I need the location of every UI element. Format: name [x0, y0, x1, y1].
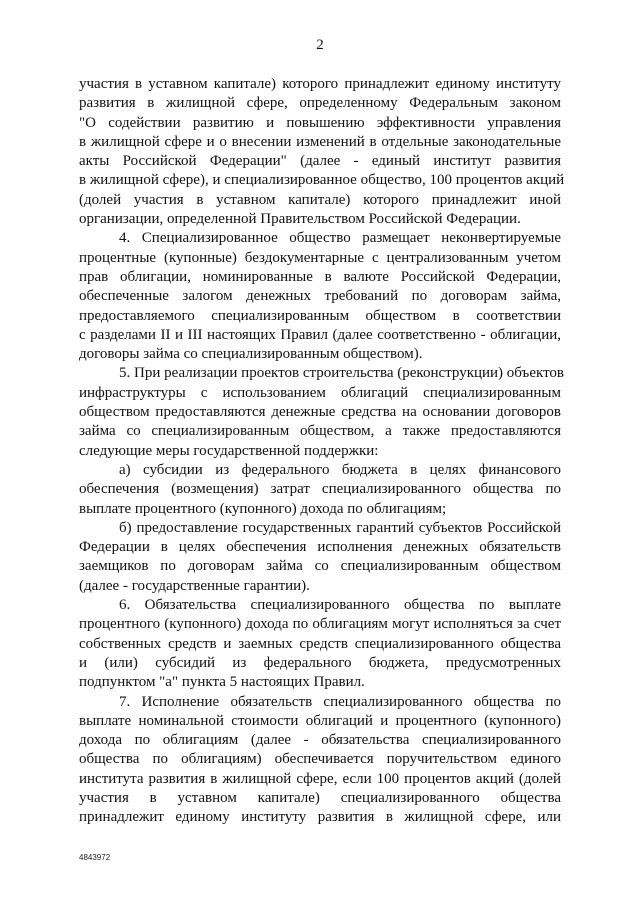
- text-line: 7. Исполнение обязательств специализированного общества по: [119, 693, 561, 710]
- text-line: и (или) субсидий из федерального бюджета, предусмотренных: [79, 654, 561, 671]
- text-line: б) предоставление государственных гарантий субъектов Российской: [119, 519, 561, 536]
- text-line: 5. При реализации проектов строительства (реконструкции) объектов: [119, 365, 565, 382]
- text-line: института развития в жилищной сфере, если 100 процентов акций (долей: [79, 770, 561, 787]
- text-line: заемщиков по договорам займа со специализированным обществом: [79, 558, 561, 575]
- paragraph-item-4: [79, 229, 561, 364]
- text-line: принадлежит единому институту развития в жилищной сфере, или: [79, 809, 561, 826]
- document-code: 4843972: [79, 853, 111, 862]
- paragraph-item-5: [79, 364, 565, 460]
- text-line: выплате процентного (купонного) дохода по облигациям;: [79, 500, 447, 517]
- document-body: [79, 75, 565, 828]
- text-line: обеспеченные залогом денежных требований по договорам займа,: [79, 288, 561, 305]
- text-line: 4. Специализированное общество размещает неконвертируемые: [119, 230, 561, 247]
- page-number: 2: [316, 37, 324, 53]
- paragraph-subitem-b: [79, 519, 561, 596]
- text-line: дохода по облигациям (далее - обязательства специализированного: [79, 732, 561, 749]
- text-line: участия в уставном капитале) специализированного общества: [79, 789, 561, 806]
- text-line: общества по облигациям) обеспечивается поручительством единого: [79, 751, 561, 768]
- paragraph-item-7: [79, 693, 561, 828]
- paragraph-continuation: [79, 75, 565, 229]
- text-line: "О содействии развитию и повышению эффективности управления: [79, 114, 561, 131]
- paragraph-subitem-a: [79, 461, 561, 519]
- text-line: обеспечения (возмещения) затрат специализированного общества по: [79, 481, 561, 498]
- text-line: инфраструктуры с использованием облигаций специализированным: [79, 384, 561, 401]
- text-line: (долей участия в уставном капитале) которого принадлежит иной: [79, 191, 561, 208]
- text-line: обществом предоставляются денежные средства на основании договоров: [79, 404, 561, 421]
- text-line: процентного (купонного) дохода по облигациям могут исполняться за счет: [79, 616, 561, 633]
- text-line: развития в жилищной сфере, определенному Федеральным законом: [79, 95, 561, 112]
- text-line: подпунктом "а" пункта 5 настоящих Правил.: [79, 674, 365, 691]
- text-line: участия в уставном капитале) которого принадлежит единому институту: [79, 76, 561, 92]
- text-line: договоры займа со специализированным обществом).: [79, 346, 423, 363]
- text-line: процентные (купонные) бездокументарные с централизованным учетом: [79, 249, 561, 266]
- text-line: прав облигации, номинированные в валюте Российской Федерации,: [79, 268, 561, 285]
- text-line: следующие меры государственной поддержки:: [79, 442, 379, 459]
- text-line: организации, определенной Правительством Российской Федерации.: [79, 211, 521, 228]
- text-line: с разделами II и III настоящих Правил (далее соответственно - облигации,: [79, 326, 561, 343]
- text-line: в жилищной сфере), и специализированное общество, 100 процентов акций: [79, 172, 565, 189]
- text-line: 6. Обязательства специализированного общества по выплате: [119, 597, 561, 614]
- text-line: предоставляемого специализированным обществом в соответствии: [79, 307, 561, 324]
- text-line: в жилищной сфере и о внесении изменений в отдельные законодательные: [79, 133, 561, 150]
- paragraph-item-6: [79, 596, 561, 692]
- text-line: а) субсидии из федерального бюджета в целях финансового: [119, 461, 561, 478]
- text-line: займа со специализированным обществом, а также предоставляются: [79, 423, 561, 440]
- text-line: Федерации в целях обеспечения исполнения денежных обязательств: [79, 539, 561, 556]
- text-line: выплате номинальной стоимости облигаций и процентного (купонного): [79, 712, 561, 729]
- text-line: акты Российской Федерации" (далее - единый институт развития: [79, 153, 561, 170]
- text-line: собственных средств и заемных средств специализированного общества: [79, 635, 561, 652]
- text-line: (далее - государственные гарантии).: [79, 577, 310, 594]
